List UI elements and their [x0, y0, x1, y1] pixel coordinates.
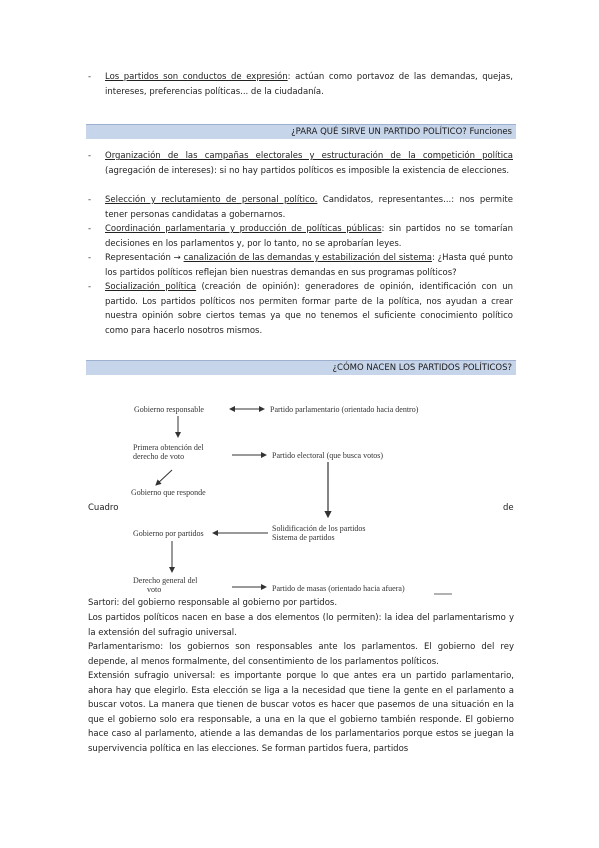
node-derecho-general-line2: voto	[147, 585, 162, 594]
node-gobierno-responde: Gobierno que responde	[131, 488, 206, 497]
caption-de: de	[503, 503, 514, 513]
node-primera-obtencion-line2: derecho de voto	[133, 452, 185, 461]
bullet-marker: -	[88, 253, 92, 263]
function-lead: canalización de las demandas y estabilización del sistema	[183, 253, 432, 263]
function-lead: Socialización política	[105, 282, 197, 292]
function-rest: (creación de opinión): generadores de opinión, identificación con un partido. Los partidos políticos nos permiten formar parte de la política, nos ayudan a crear nuestra opinión sobre ciertos temas ya que no tenemos el suficiente conocimiento político como para hacerlo nosotros mismos.	[105, 282, 513, 336]
node-solidificacion-line2: Sistema de partidos	[272, 533, 335, 542]
function-rest: Candidatos, representantes...: nos permite tener personas candidatas a gobernarnos.	[105, 195, 513, 220]
paragraph-sufragio: Extensión sufragio universal: es importante porque lo que antes era un partido parlamentario, ahora hay que elegirlo. Esta elección se liga a la necesidad que tiene la gente en el parlamento a buscar votos. La manera que tienen de buscar votos es hacer que pasemos de una situación en la que el gobierno solo era responsable, a una en la que el gobierno también responde. El gobierno hace caso al parlamento, atiende a las demandas de los parlamentarios porque estos se juegan la supervivencia política en las elecciones. Se forman partidos fuera, partidos	[88, 671, 514, 754]
caption-sartori: Sartori: del gobierno responsable al gobierno por partidos.	[88, 598, 338, 608]
node-gobierno-partidos: Gobierno por partidos	[133, 529, 204, 538]
bullet-marker: -	[88, 72, 92, 82]
function-lead: Coordinación parlamentaria y producción de políticas públicas	[105, 224, 382, 234]
node-partido-electoral: Partido electoral (que busca votos)	[272, 451, 384, 460]
intro-lead: Los partidos son conductos de expresión	[105, 72, 288, 82]
section-header-functions: ¿PARA QUÉ SIRVE UN PARTIDO POLÍTICO? Funciones	[86, 124, 516, 139]
function-pre: Representación →	[105, 253, 184, 263]
intro-rest: : actúan como portavoz de las demandas, quejas, intereses, preferencias políticas... de la ciudadanía.	[105, 72, 513, 97]
arrow-diagonal	[156, 470, 172, 485]
paragraph-parlamentarismo: Parlamentarismo: los gobiernos son responsables ante los parlamentos. El gobierno del rey depende, al menos formalmente, del consentimiento de los parlamentos políticos.	[88, 642, 514, 667]
bullet-marker: -	[88, 282, 92, 292]
section-header-origins: ¿CÓMO NACEN LOS PARTIDOS POLÍTICOS?	[86, 360, 516, 375]
function-rest: (agregación de intereses): si no hay partidos políticos es imposible la existencia de elecciones.	[105, 165, 510, 176]
node-gobierno-responsable: Gobierno responsable	[134, 405, 204, 414]
bullet-marker: -	[88, 151, 92, 161]
node-partido-parlamentario: Partido parlamentario (orientado hacia dentro)	[270, 405, 419, 414]
node-derecho-general-line1: Derecho general del	[133, 576, 198, 585]
caption-cuadro: Cuadro	[88, 503, 119, 513]
node-partido-masas: Partido de masas (orientado hacia afuera)	[272, 584, 405, 593]
function-rest: : ¿Hasta qué punto los partidos políticos reflejan bien nuestras demandas en sus programas políticos?	[105, 253, 513, 278]
node-solidificacion-line1: Solidificación de los partidos	[272, 524, 366, 533]
function-lead: Organización de las campañas electorales y estructuración de la competición política	[105, 151, 513, 161]
function-rest: : sin partidos no se tomarían decisiones en los parlamentos y, por lo tanto, no se aprobarían leyes.	[105, 224, 513, 249]
bullet-marker: -	[88, 195, 92, 205]
bullet-marker: -	[88, 224, 92, 234]
function-lead: Selección y reclutamiento de personal político.	[105, 195, 318, 205]
paragraph-origins: Los partidos políticos nacen en base a dos elementos (lo permiten): la idea del parlamentarismo y la extensión del sufragio universal.	[88, 613, 514, 638]
node-primera-obtencion-line1: Primera obtención del	[133, 443, 204, 452]
